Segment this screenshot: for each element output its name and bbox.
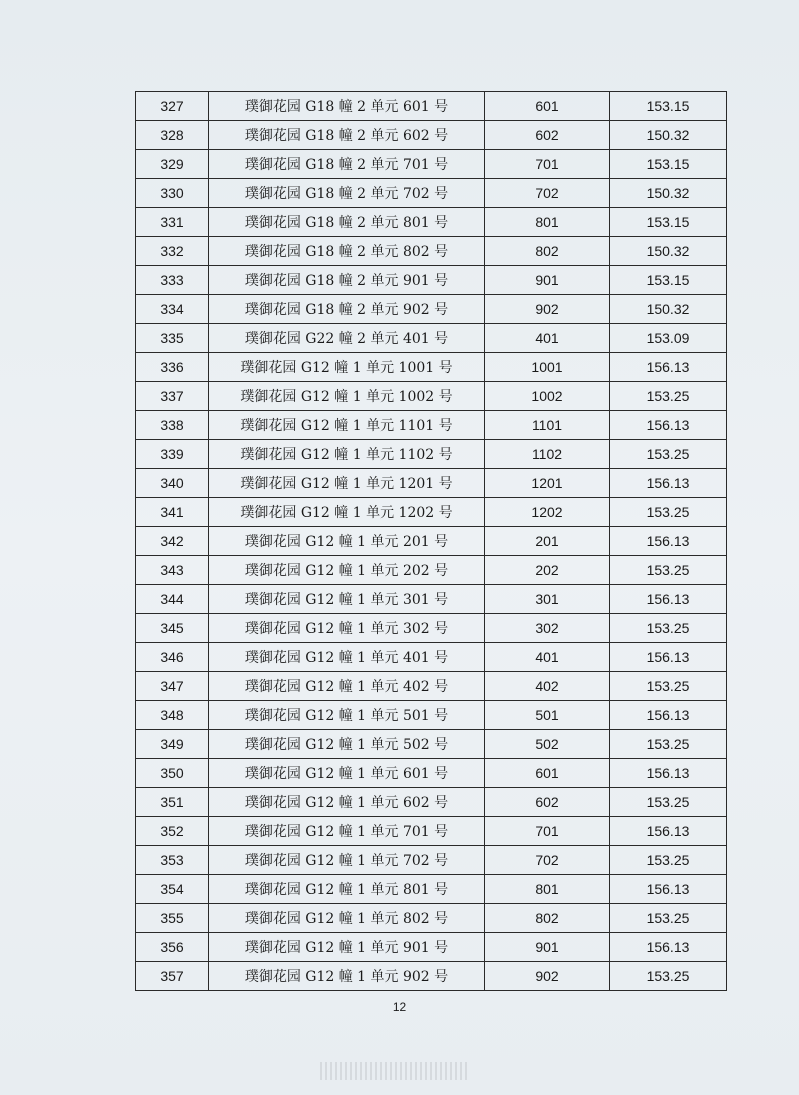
address-cell: 璞御花园 G12 幢 1 单元 302 号 xyxy=(209,614,485,643)
area-cell: 156.13 xyxy=(610,585,727,614)
room-number-cell: 501 xyxy=(485,701,610,730)
area-cell: 153.15 xyxy=(610,208,727,237)
room-number-cell: 302 xyxy=(485,614,610,643)
room-number-cell: 701 xyxy=(485,150,610,179)
address-cell: 璞御花园 G12 幢 1 单元 901 号 xyxy=(209,933,485,962)
area-cell: 153.15 xyxy=(610,266,727,295)
area-cell: 150.32 xyxy=(610,295,727,324)
area-cell: 153.25 xyxy=(610,904,727,933)
row-index-cell: 348 xyxy=(136,701,209,730)
table-row xyxy=(136,672,727,701)
address-cell: 璞御花园 G12 幢 1 单元 502 号 xyxy=(209,730,485,759)
table-body xyxy=(136,92,727,991)
address-cell: 璞御花园 G18 幢 2 单元 602 号 xyxy=(209,121,485,150)
room-number-cell: 202 xyxy=(485,556,610,585)
table-row xyxy=(136,411,727,440)
row-index-cell: 351 xyxy=(136,788,209,817)
area-cell: 156.13 xyxy=(610,643,727,672)
address-cell: 璞御花园 G18 幢 2 单元 902 号 xyxy=(209,295,485,324)
row-index-cell: 355 xyxy=(136,904,209,933)
address-cell: 璞御花园 G12 幢 1 单元 902 号 xyxy=(209,962,485,991)
row-index-cell: 357 xyxy=(136,962,209,991)
table-row xyxy=(136,643,727,672)
row-index-cell: 347 xyxy=(136,672,209,701)
table-row xyxy=(136,846,727,875)
room-number-cell: 602 xyxy=(485,788,610,817)
address-cell: 璞御花园 G12 幢 1 单元 301 号 xyxy=(209,585,485,614)
row-index-cell: 335 xyxy=(136,324,209,353)
table-row xyxy=(136,527,727,556)
room-number-cell: 801 xyxy=(485,208,610,237)
row-index-cell: 353 xyxy=(136,846,209,875)
area-cell: 156.13 xyxy=(610,875,727,904)
table-row xyxy=(136,498,727,527)
area-cell: 153.09 xyxy=(610,324,727,353)
room-number-cell: 402 xyxy=(485,672,610,701)
scan-artifact xyxy=(320,1062,470,1080)
table-row xyxy=(136,237,727,266)
table-row xyxy=(136,440,727,469)
address-cell: 璞御花园 G12 幢 1 单元 1002 号 xyxy=(209,382,485,411)
row-index-cell: 346 xyxy=(136,643,209,672)
property-table xyxy=(135,91,727,991)
area-cell: 156.13 xyxy=(610,701,727,730)
address-cell: 璞御花园 G18 幢 2 单元 702 号 xyxy=(209,179,485,208)
area-cell: 150.32 xyxy=(610,179,727,208)
room-number-cell: 601 xyxy=(485,759,610,788)
room-number-cell: 1102 xyxy=(485,440,610,469)
address-cell: 璞御花园 G12 幢 1 单元 201 号 xyxy=(209,527,485,556)
area-cell: 156.13 xyxy=(610,817,727,846)
address-cell: 璞御花园 G18 幢 2 单元 802 号 xyxy=(209,237,485,266)
row-index-cell: 343 xyxy=(136,556,209,585)
address-cell: 璞御花园 G12 幢 1 单元 501 号 xyxy=(209,701,485,730)
address-cell: 璞御花园 G12 幢 1 单元 602 号 xyxy=(209,788,485,817)
room-number-cell: 902 xyxy=(485,295,610,324)
room-number-cell: 702 xyxy=(485,846,610,875)
table-row xyxy=(136,614,727,643)
row-index-cell: 350 xyxy=(136,759,209,788)
row-index-cell: 352 xyxy=(136,817,209,846)
address-cell: 璞御花园 G18 幢 2 单元 901 号 xyxy=(209,266,485,295)
page-number: 12 xyxy=(392,1000,407,1014)
row-index-cell: 334 xyxy=(136,295,209,324)
area-cell: 153.25 xyxy=(610,382,727,411)
row-index-cell: 333 xyxy=(136,266,209,295)
room-number-cell: 1001 xyxy=(485,353,610,382)
table-row xyxy=(136,121,727,150)
address-cell: 璞御花园 G22 幢 2 单元 401 号 xyxy=(209,324,485,353)
row-index-cell: 344 xyxy=(136,585,209,614)
address-cell: 璞御花园 G12 幢 1 单元 701 号 xyxy=(209,817,485,846)
room-number-cell: 602 xyxy=(485,121,610,150)
room-number-cell: 1002 xyxy=(485,382,610,411)
row-index-cell: 345 xyxy=(136,614,209,643)
room-number-cell: 301 xyxy=(485,585,610,614)
area-cell: 153.25 xyxy=(610,788,727,817)
table-row xyxy=(136,150,727,179)
address-cell: 璞御花园 G12 幢 1 单元 1001 号 xyxy=(209,353,485,382)
room-number-cell: 902 xyxy=(485,962,610,991)
room-number-cell: 801 xyxy=(485,875,610,904)
address-cell: 璞御花园 G12 幢 1 单元 202 号 xyxy=(209,556,485,585)
area-cell: 156.13 xyxy=(610,933,727,962)
table-row xyxy=(136,208,727,237)
area-cell: 153.25 xyxy=(610,498,727,527)
area-cell: 153.25 xyxy=(610,962,727,991)
row-index-cell: 337 xyxy=(136,382,209,411)
area-cell: 153.25 xyxy=(610,672,727,701)
room-number-cell: 1201 xyxy=(485,469,610,498)
room-number-cell: 401 xyxy=(485,324,610,353)
address-cell: 璞御花园 G12 幢 1 单元 802 号 xyxy=(209,904,485,933)
address-cell: 璞御花园 G12 幢 1 单元 801 号 xyxy=(209,875,485,904)
row-index-cell: 340 xyxy=(136,469,209,498)
row-index-cell: 356 xyxy=(136,933,209,962)
table-row xyxy=(136,701,727,730)
row-index-cell: 330 xyxy=(136,179,209,208)
room-number-cell: 802 xyxy=(485,904,610,933)
area-cell: 156.13 xyxy=(610,759,727,788)
table-row xyxy=(136,295,727,324)
row-index-cell: 349 xyxy=(136,730,209,759)
table-row xyxy=(136,759,727,788)
row-index-cell: 341 xyxy=(136,498,209,527)
area-cell: 156.13 xyxy=(610,411,727,440)
table-row xyxy=(136,962,727,991)
area-cell: 153.15 xyxy=(610,92,727,121)
table-row xyxy=(136,179,727,208)
room-number-cell: 702 xyxy=(485,179,610,208)
table-row xyxy=(136,353,727,382)
address-cell: 璞御花园 G18 幢 2 单元 701 号 xyxy=(209,150,485,179)
area-cell: 153.25 xyxy=(610,846,727,875)
area-cell: 150.32 xyxy=(610,237,727,266)
row-index-cell: 332 xyxy=(136,237,209,266)
row-index-cell: 354 xyxy=(136,875,209,904)
area-cell: 153.25 xyxy=(610,440,727,469)
address-cell: 璞御花园 G12 幢 1 单元 1101 号 xyxy=(209,411,485,440)
address-cell: 璞御花园 G12 幢 1 单元 1201 号 xyxy=(209,469,485,498)
room-number-cell: 601 xyxy=(485,92,610,121)
row-index-cell: 331 xyxy=(136,208,209,237)
table-row xyxy=(136,556,727,585)
area-cell: 153.25 xyxy=(610,730,727,759)
room-number-cell: 901 xyxy=(485,933,610,962)
row-index-cell: 339 xyxy=(136,440,209,469)
address-cell: 璞御花园 G12 幢 1 单元 601 号 xyxy=(209,759,485,788)
room-number-cell: 502 xyxy=(485,730,610,759)
table-row xyxy=(136,904,727,933)
area-cell: 153.25 xyxy=(610,556,727,585)
address-cell: 璞御花园 G18 幢 2 单元 601 号 xyxy=(209,92,485,121)
room-number-cell: 701 xyxy=(485,817,610,846)
table-row xyxy=(136,730,727,759)
area-cell: 156.13 xyxy=(610,469,727,498)
table-row xyxy=(136,788,727,817)
row-index-cell: 328 xyxy=(136,121,209,150)
table-row xyxy=(136,817,727,846)
room-number-cell: 1202 xyxy=(485,498,610,527)
address-cell: 璞御花园 G12 幢 1 单元 1102 号 xyxy=(209,440,485,469)
table-row xyxy=(136,469,727,498)
table-row xyxy=(136,933,727,962)
row-index-cell: 329 xyxy=(136,150,209,179)
address-cell: 璞御花园 G12 幢 1 单元 702 号 xyxy=(209,846,485,875)
address-cell: 璞御花园 G12 幢 1 单元 401 号 xyxy=(209,643,485,672)
table-row xyxy=(136,875,727,904)
address-cell: 璞御花园 G12 幢 1 单元 1202 号 xyxy=(209,498,485,527)
table-row xyxy=(136,585,727,614)
room-number-cell: 401 xyxy=(485,643,610,672)
row-index-cell: 338 xyxy=(136,411,209,440)
table-row xyxy=(136,92,727,121)
room-number-cell: 201 xyxy=(485,527,610,556)
table-row xyxy=(136,324,727,353)
address-cell: 璞御花园 G12 幢 1 单元 402 号 xyxy=(209,672,485,701)
row-index-cell: 336 xyxy=(136,353,209,382)
room-number-cell: 901 xyxy=(485,266,610,295)
row-index-cell: 327 xyxy=(136,92,209,121)
area-cell: 153.25 xyxy=(610,614,727,643)
room-number-cell: 802 xyxy=(485,237,610,266)
area-cell: 153.15 xyxy=(610,150,727,179)
row-index-cell: 342 xyxy=(136,527,209,556)
area-cell: 150.32 xyxy=(610,121,727,150)
table-row xyxy=(136,266,727,295)
table-row xyxy=(136,382,727,411)
room-number-cell: 1101 xyxy=(485,411,610,440)
address-cell: 璞御花园 G18 幢 2 单元 801 号 xyxy=(209,208,485,237)
area-cell: 156.13 xyxy=(610,527,727,556)
area-cell: 156.13 xyxy=(610,353,727,382)
